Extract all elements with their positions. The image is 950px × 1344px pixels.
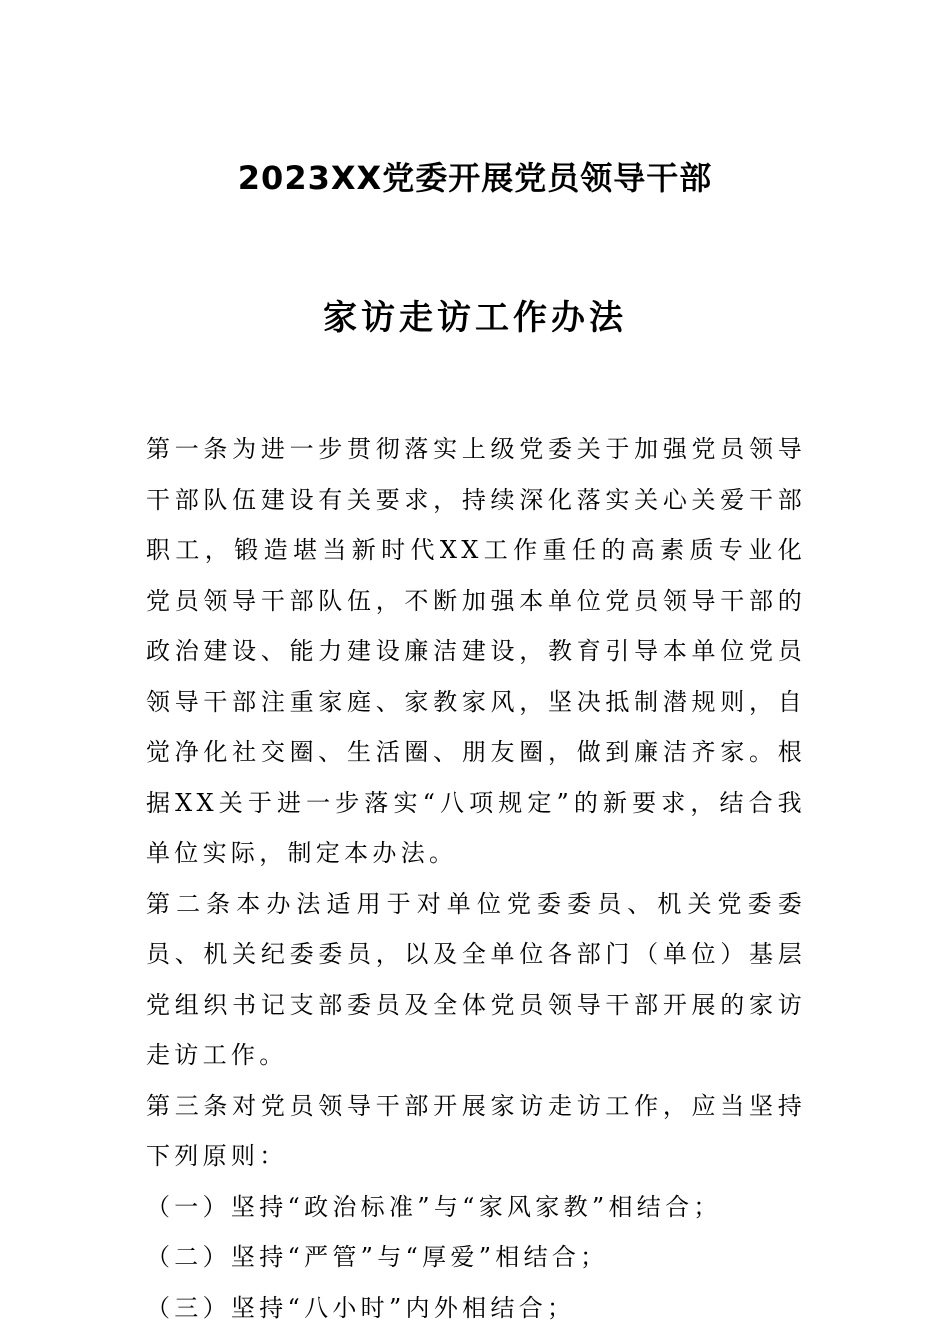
article-1-paragraph: 第一条为进一步贯彻落实上级党委关于加强党员领导干部队伍建设有关要求，持续深化落实关心关爱干部职工，锻造堪当新时代XX工作重任的高素质专业化党员领导干部队伍，不断加强本单位党员领导干部的政治建设、能力建设廉洁建设，教育引导本单位党员领导干部注重家庭、家教家风，坚决抵制潜规则，自觉净化社交圈、生活圈、朋友圈，做到廉洁齐家。根据XX关于进一步落实“八项规定”的新要求，结合我单位实际，制定本办法。: [146, 435, 806, 867]
document-title-line-1: 2023XX党委开展党员领导干部: [237, 159, 713, 197]
principle-item-1: （一）坚持“政治标准”与“家风家教”相结合；: [146, 1192, 722, 1221]
article-2-paragraph: 第二条本办法适用于对单位党委委员、机关党委委员、机关纪委委员，以及全单位各部门（单位）基层党组织书记支部委员及全体党员领导干部开展的家访走访工作。: [146, 889, 806, 1069]
document-title-line-2: 家访走访工作办法: [323, 298, 627, 338]
article-3-paragraph: 第三条对党员领导干部开展家访走访工作，应当坚持下列原则：: [146, 1091, 806, 1170]
document-body: [146, 424, 806, 1333]
principle-item-2: （二）坚持“严管”与“厚爱”相结合；: [146, 1243, 609, 1271]
principle-item-3: （三）坚持“八小时”内外相结合；: [146, 1293, 576, 1322]
